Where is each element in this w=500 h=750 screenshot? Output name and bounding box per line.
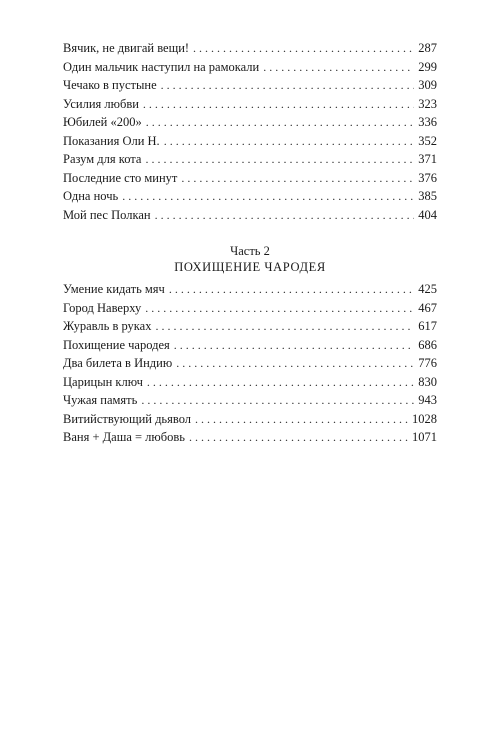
toc-entry-page: 404 (418, 207, 437, 222)
dot-leader (161, 76, 415, 95)
part-number: Часть 2 (230, 244, 270, 258)
toc-entry-title: Два билета в Индию (63, 356, 173, 370)
toc-entry[interactable] (63, 410, 437, 429)
toc-entry[interactable] (63, 169, 437, 188)
toc-entry-title: Показания Оли Н. (63, 133, 160, 148)
toc-entry-page: 617 (418, 319, 437, 333)
toc-entry[interactable] (63, 317, 437, 336)
toc-entry[interactable] (63, 76, 437, 95)
dot-leader (146, 113, 415, 132)
toc-entry[interactable] (63, 113, 437, 132)
toc-entry[interactable] (63, 280, 437, 299)
toc-entry-title: Последние сто минут (63, 170, 178, 185)
toc-entry-title: Похищение чародея (63, 337, 170, 352)
toc-entry[interactable] (63, 150, 437, 169)
toc-entry-title: Ваня + Даша = любовь (63, 430, 185, 444)
toc-entry-page: 1028 (412, 411, 437, 426)
toc-entry-title: Одна ночь (63, 189, 119, 203)
toc-entry[interactable] (63, 95, 437, 114)
toc-entry-page: 1071 (412, 430, 437, 444)
toc-entry-title: Витийствующий дьявол (63, 411, 192, 426)
toc-entry-page: 371 (418, 152, 437, 166)
toc-entry-title: Царицын ключ (63, 374, 143, 389)
toc-entry-page: 352 (418, 133, 437, 148)
toc-entry-title: Город Наверху (63, 300, 142, 315)
toc-entry[interactable] (63, 354, 437, 373)
dot-leader (147, 373, 414, 392)
part1-entries (63, 39, 437, 224)
table-of-contents (63, 39, 437, 447)
toc-entry-title: Мой пес Полкан (63, 207, 151, 222)
dot-leader (193, 39, 414, 58)
toc-entry-title: Журавль в руках (63, 319, 152, 333)
toc-entry-title: Разум для кота (63, 152, 142, 166)
dot-leader (195, 410, 408, 429)
toc-entry[interactable] (63, 336, 437, 355)
toc-entry-page: 425 (418, 282, 437, 296)
toc-entry-title: Чечако в пустыне (63, 78, 157, 92)
toc-entry[interactable] (63, 206, 437, 225)
dot-leader (145, 299, 414, 318)
toc-entry-page: 323 (418, 96, 437, 111)
toc-entry-page: 830 (418, 374, 437, 389)
dot-leader (164, 132, 415, 151)
toc-entry-title: Усилия любви (63, 96, 139, 111)
toc-entry-page: 385 (418, 189, 437, 203)
dot-leader (155, 317, 414, 336)
part2-entries (63, 280, 437, 447)
dot-leader (176, 354, 414, 373)
dot-leader (155, 206, 415, 225)
toc-entry-page: 287 (418, 41, 437, 55)
toc-entry[interactable] (63, 39, 437, 58)
toc-entry[interactable] (63, 428, 437, 447)
toc-entry-title: Вячик, не двигай вещи! (63, 41, 190, 55)
toc-entry[interactable] (63, 187, 437, 206)
toc-entry[interactable] (63, 391, 437, 410)
toc-entry-title: Умение кидать мяч (63, 282, 165, 296)
dot-leader (174, 336, 414, 355)
toc-entry-title: Чужая память (63, 393, 138, 407)
toc-entry[interactable] (63, 299, 437, 318)
dot-leader (189, 428, 408, 447)
toc-entry-page: 309 (418, 78, 437, 92)
part-heading (63, 243, 437, 275)
toc-entry-title: Один мальчик наступил на рамокали (63, 59, 260, 74)
toc-entry-page: 299 (418, 59, 437, 74)
toc-entry[interactable] (63, 58, 437, 77)
toc-entry-page: 776 (418, 356, 437, 370)
part-title: ПОХИЩЕНИЕ ЧАРОДЕЯ (174, 260, 326, 274)
toc-entry-page: 467 (418, 300, 437, 315)
dot-leader (143, 95, 414, 114)
toc-entry-page: 686 (418, 337, 437, 352)
dot-leader (181, 169, 414, 188)
dot-leader (141, 391, 414, 410)
toc-entry-page: 943 (418, 393, 437, 407)
toc-entry-page: 376 (418, 170, 437, 185)
dot-leader (169, 280, 414, 299)
toc-entry[interactable] (63, 132, 437, 151)
toc-entry[interactable] (63, 373, 437, 392)
dot-leader (263, 58, 414, 77)
toc-entry-page: 336 (418, 115, 437, 129)
dot-leader (145, 150, 414, 169)
toc-entry-title: Юбилей «200» (63, 115, 142, 129)
dot-leader (122, 187, 414, 206)
